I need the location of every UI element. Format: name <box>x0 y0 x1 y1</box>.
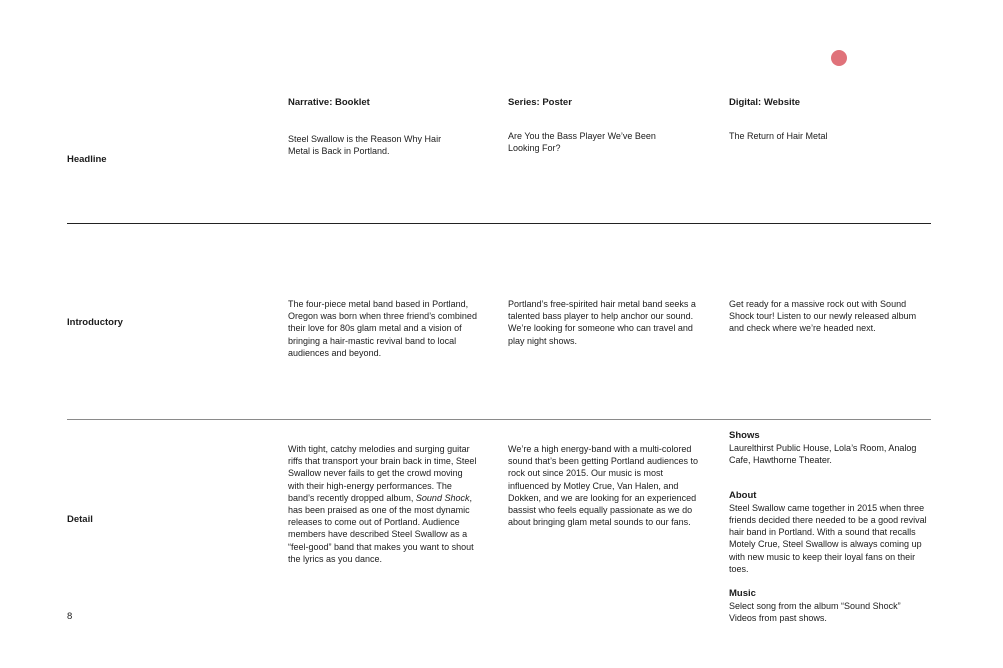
about-section <box>729 490 929 575</box>
intro-poster: Portland’s free-spirited hair metal band seeks a talented bass player to help anchor our sound. We’re looking for someone who can travel and play night shows. <box>508 299 696 346</box>
row-divider <box>67 419 931 420</box>
shows-title: Shows <box>729 430 760 441</box>
headline-website: The Return of Hair Metal <box>729 131 828 141</box>
row-label-introductory: Introductory <box>67 317 123 328</box>
column-header-website: Digital: Website <box>729 97 801 108</box>
intro-website: Get ready for a massive rock out with Sound Shock tour! Listen to our newly released album and check where we’re headed next. <box>729 299 917 334</box>
accent-dot <box>831 50 847 66</box>
row-divider <box>67 223 931 224</box>
shows-section <box>729 430 929 467</box>
detail-poster: We’re a high energy-band with a multi-colored sound that’s been getting Portland audiences to rock out since 2015. Our music is most influenced by Motley Crue, Van Halen, and Dokken, and we are looking for an experienced bassist who feels equally passionate as we do about bringing glam metal sounds to our fans. <box>508 444 698 528</box>
column-header-poster: Series: Poster <box>508 97 572 108</box>
detail-website <box>729 430 929 625</box>
detail-booklet-text-before: With tight, catchy melodies and surging guitar riffs that transport your brain back in time, Steel Swallow never fails to get the crowd moving with their high-energy performances. The band’s recently dropped album, <box>288 444 477 503</box>
detail-booklet-text-after: , has been praised as one of the most dynamic releases to come out of Portland. Audience members have described Steel Swallow as a “feel-good” band that makes you want to shout the lyrics as you dance. <box>288 492 474 564</box>
row-label-headline: Headline <box>67 154 107 165</box>
about-text: Steel Swallow came together in 2015 when three friends decided there needed to be a good revival hair band in Portland. With a sound that recalls Motely Crue, Steel Swallow is always coming up with new music to keep their loyal fans on their toes. <box>729 502 927 574</box>
about-title: About <box>729 489 757 501</box>
music-section <box>729 588 929 625</box>
row-label-detail: Detail <box>67 514 93 525</box>
music-title: Music <box>729 588 756 600</box>
headline-booklet: Steel Swallow is the Reason Why Hair Metal is Back in Portland. <box>288 134 442 157</box>
detail-booklet <box>288 443 480 565</box>
music-line-1: Select song from the album “Sound Shock” <box>729 601 901 612</box>
shows-text: Laurelthirst Public House, Lola’s Room, Analog Cafe, Hawthorne Theater. <box>729 443 917 466</box>
column-header-booklet: Narrative: Booklet <box>288 97 370 108</box>
intro-booklet: The four-piece metal band based in Portland, Oregon was born when three friend’s combined their love for 80s glam metal and a vision of bringing a hair-mastic revival band to local audiences and beyond. <box>288 299 477 358</box>
music-line-2: Videos from past shows. <box>729 613 827 624</box>
page-number: 8 <box>67 611 73 622</box>
album-title: Sound Shock <box>415 492 470 503</box>
headline-poster: Are You the Bass Player We’ve Been Looking For? <box>508 131 656 154</box>
